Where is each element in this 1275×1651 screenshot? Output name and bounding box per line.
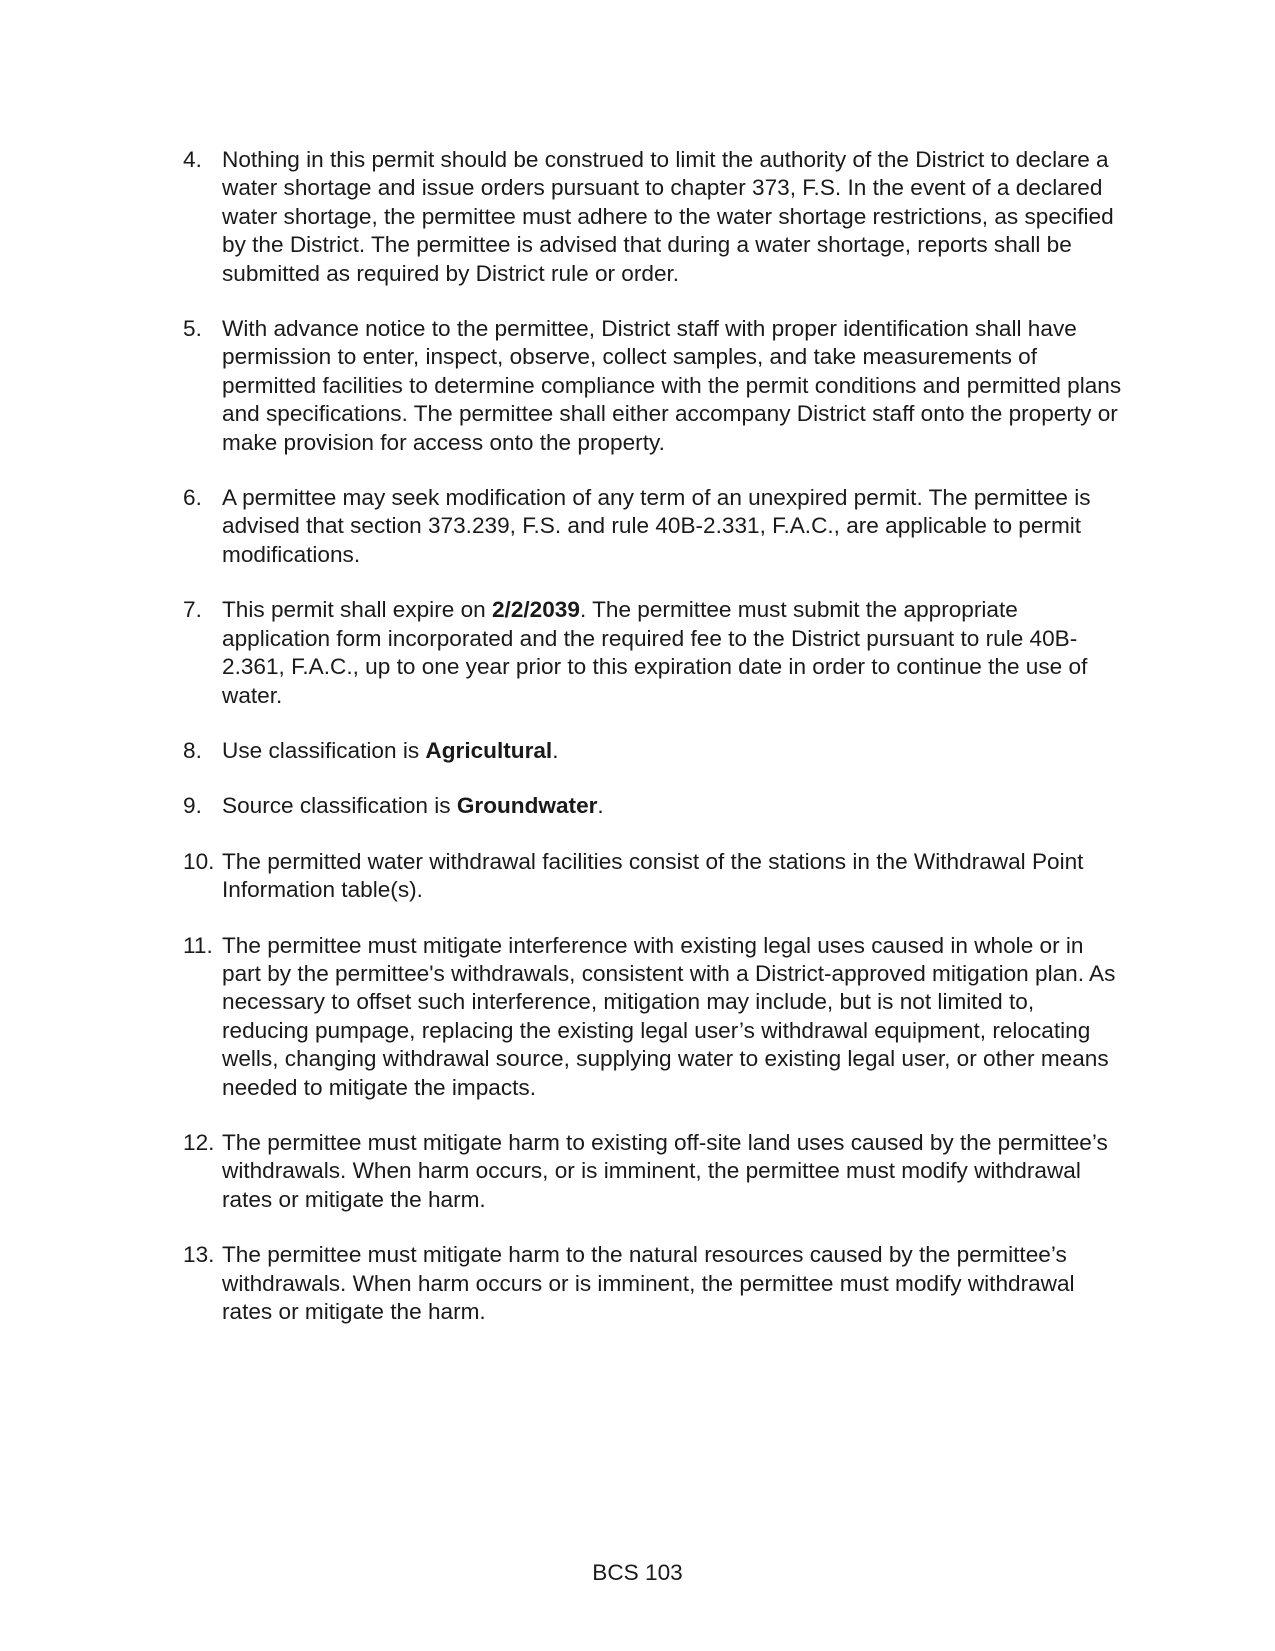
condition-emphasis: Agricultural [425,737,553,763]
condition-text-segment: . [552,737,559,763]
condition-text [222,315,1123,457]
condition-item [183,792,1123,820]
condition-item [183,1241,1123,1326]
condition-item [183,146,1123,288]
condition-text-segment: With advance notice to the permittee, District staff with proper identification shall have permission to enter, inspect, observe, collect samples, and take measurements of permitted facilities to determine compliance with the permit conditions and permitted plans and specifications. The permittee shall either accompany District staff onto the property or make provision for access onto the property. [222,316,1122,455]
condition-item [183,737,1123,765]
condition-number: 8. [183,737,202,763]
permit-conditions-list [183,146,1123,1353]
condition-text [222,596,1123,710]
condition-item [183,1129,1123,1214]
condition-number: 6. [183,485,202,511]
condition-text [222,848,1123,905]
condition-number: 9. [183,793,202,819]
condition-text-segment: The permittee must mitigate harm to existing off-site land uses caused by the permittee’s withdrawals. When harm occurs, or is imminent, the permittee must modify withdrawal rates or mitigate the harm. [222,1129,1108,1212]
condition-text-segment: The permittee must mitigate harm to the natural resources caused by the permittee’s withdrawals. When harm occurs or is imminent, the permittee must modify withdrawal rates or mitigate the harm. [222,1242,1075,1324]
condition-text [222,146,1123,288]
condition-number: 10. [183,848,215,874]
condition-item [183,596,1123,710]
condition-item [183,932,1123,1102]
condition-number: 13. [183,1242,215,1268]
condition-text [222,792,1123,820]
condition-text-segment: The permittee must mitigate interference with existing legal uses caused in whole or in part by the permittee's withdrawals, consistent with a District-approved mitigation plan. As necessary to offset such interference, mitigation may include, but is not limited to, reducing pumpage, replacing the existing legal user’s withdrawal equipment, relocating wells, changing withdrawal source, supplying water to existing legal user, or other means needed to mitigate the impacts. [222,932,1116,1100]
condition-text [222,1241,1123,1326]
condition-text [222,737,1123,765]
page-footer-label: BCS 103 [592,1560,683,1585]
condition-number: 4. [183,147,202,172]
condition-text [222,932,1123,1102]
condition-item [183,848,1123,905]
condition-number: 5. [183,316,202,342]
condition-emphasis: Groundwater [456,793,598,819]
condition-number: 11. [183,932,213,958]
condition-text [222,484,1123,569]
condition-text-segment: . [597,793,604,819]
condition-emphasis: 2/2/2039 [491,597,580,623]
condition-text-segment: . The permittee must submit the appropriate application form incorporated and the required fee to the District pursuant to rule 40B-2.361, F.A.C., up to one year prior to this expiration date in order to continue the use of water. [222,597,1088,708]
condition-text [222,1129,1123,1214]
condition-text-segment: Nothing in this permit should be construed to limit the authority of the District to declare a water shortage and issue orders pursuant to chapter 373, F.S. In the event of a declared water shortage, the permittee must adhere to the water shortage restrictions, as specified by the District. The permittee is advised that during a water shortage, reports shall be submitted as required by District rule or order. [222,147,1114,286]
condition-text-segment: This permit shall expire on [222,597,492,623]
condition-text-segment: Use classification is [222,737,426,763]
condition-item [183,484,1123,569]
condition-text-segment: The permitted water withdrawal facilities consist of the stations in the Withdrawal Point Information table(s). [222,848,1084,903]
condition-number: 12. [183,1129,215,1155]
condition-text-segment: A permittee may seek modification of any term of an unexpired permit. The permittee is advised that section 373.239, F.S. and rule 40B-2.331, F.A.C., are applicable to permit modifications. [222,485,1091,567]
condition-number: 7. [183,597,202,623]
condition-item [183,315,1123,457]
condition-text-segment: Source classification is [222,793,457,819]
